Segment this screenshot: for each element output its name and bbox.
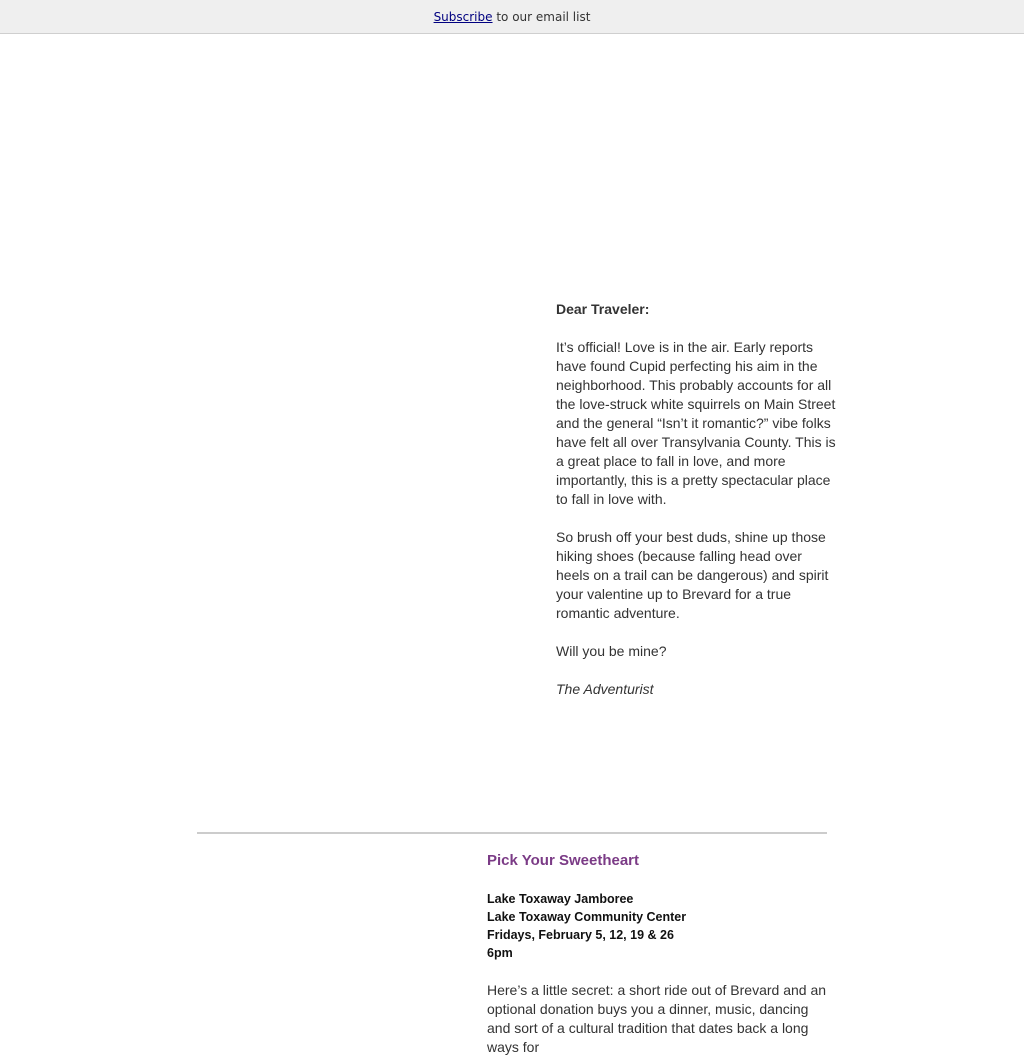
event-details <box>487 890 827 962</box>
event-section <box>487 851 827 1057</box>
subscribe-suffix-text: to our email list <box>492 10 591 24</box>
event-description: Here’s a little secret: a short ride out of Brevard and an optional donation buys you a dinner, music, dancing and sort of a cultural tradition that dates back a long ways for <box>487 982 827 1055</box>
section-divider <box>197 832 827 834</box>
event-name: Lake Toxaway Jamboree <box>487 892 634 906</box>
letter-paragraph: Will you be mine? <box>556 643 667 659</box>
welcome-letter <box>556 300 836 718</box>
event-heading: Pick Your Sweetheart <box>487 852 640 869</box>
event-venue: Lake Toxaway Community Center <box>487 910 687 924</box>
letter-greeting: Dear Traveler: <box>556 301 650 317</box>
subscribe-link[interactable]: Subscribe <box>433 10 493 24</box>
letter-signature: The Adventurist <box>556 681 654 697</box>
email-subscribe-bar <box>0 0 1024 34</box>
event-time: 6pm <box>487 946 513 960</box>
letter-paragraph: So brush off your best duds, shine up those hiking shoes (because falling head over heels on a trail can be dangerous) and spirit your valentine up to Brevard for a true romantic adventure. <box>556 529 829 621</box>
event-dates: Fridays, February 5, 12, 19 & 26 <box>487 928 674 942</box>
letter-paragraph: It’s official! Love is in the air. Early reports have found Cupid perfecting his aim in the neighborhood. This probably accounts for all the love-struck white squirrels on Main Street and the general “Isn’t it romantic?” vibe folks have felt all over Transylvania County. This is a great place to fall in love, and more importantly, this is a pretty spectacular place to fall in love with. <box>556 339 836 507</box>
